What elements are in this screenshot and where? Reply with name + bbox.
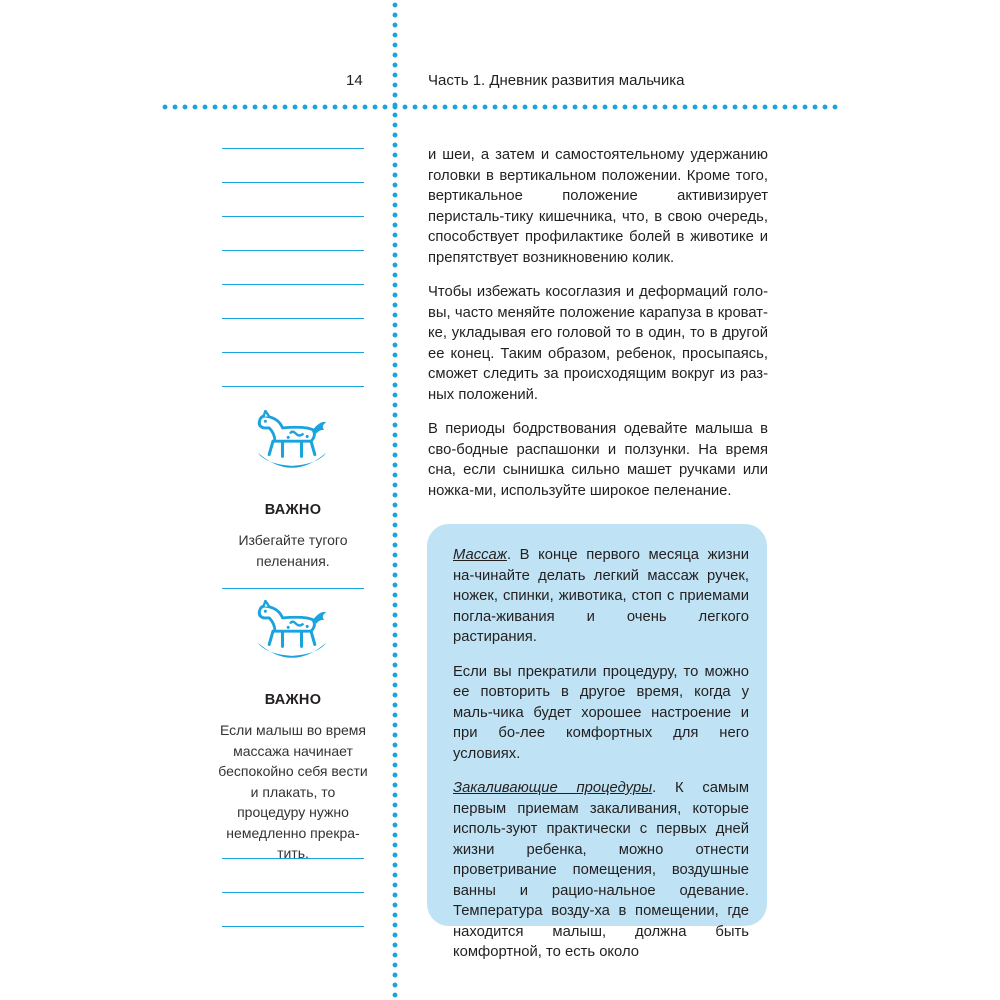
note-divider (222, 588, 364, 589)
note-text: Если малыш во время массажа начинает беспокойно себя вести и плакать, то процедуру нужно немедленно прекра-тить. (218, 722, 368, 861)
body-paragraph: В периоды бодрствования одевайте малыша в сво-бодные распашонки и ползунки. На время сна, если сынишка сильно машет ручками или ножка-ми, используйте широкое пеленание. (428, 421, 768, 499)
note-text: Избегайте тугого пеленания. (238, 532, 348, 569)
note-line (222, 182, 364, 183)
note-line (222, 892, 364, 893)
body-paragraph: Чтобы избежать косоглазия и деформаций голо-вы, часто меняйте положение карапуза в кроват-ке, укладывая его головой то в один, то в другой ее конец. Таким образом, ребенок, просыпаясь, сможет следить за происходящим вокруг из раз-ных положений. (428, 284, 768, 403)
note-line (222, 148, 364, 149)
note-title: ВАЖНО (264, 502, 322, 518)
note-line (222, 318, 364, 319)
hardening-text: . К самым первым приемам закаливания, которые исполь-зуют практически с первых дней жизни ребенка, можно отнести проветривание помещения, воздушные ванны и рацио-нальное одевание. Температура возду-ха в помещении, где находится малыш, должна быть комфортной, то есть около (453, 780, 749, 960)
page-number: 14 (346, 72, 363, 89)
note-line (222, 926, 364, 927)
rocking-horse-icon (254, 410, 330, 480)
hardening-heading: Закаливающие процедуры (453, 780, 653, 796)
note-line (222, 284, 364, 285)
note-title: ВАЖНО (264, 692, 322, 708)
info-box-text (453, 545, 749, 963)
note-line (222, 352, 364, 353)
horizontal-dotted-guide (160, 104, 842, 110)
note-line (222, 250, 364, 251)
massage-paragraph (453, 545, 749, 648)
running-head: Часть 1. Дневник развития мальчика (428, 72, 685, 89)
repeat-paragraph: Если вы прекратили процедуру, то можно ее повторить в другое время, когда у маль-чика будет хорошее настроение и при бо-лее комфортных для него условиях. (453, 663, 749, 762)
vertical-dotted-guide (392, 0, 398, 1000)
note-line (222, 858, 364, 859)
massage-text: . В конце первого месяца жизни на-чинайте делать легкий массаж ручек, ножек, спинки, животика, стоп с приемами погла-живания и очень легкого растирания. (453, 547, 749, 645)
massage-heading: Массаж (453, 547, 507, 563)
note-line (222, 386, 364, 387)
rocking-horse-icon (254, 600, 330, 670)
note-line (222, 216, 364, 217)
body-paragraph: и шеи, а затем и самостоятельному удержанию головки в вертикальном положении. Кроме того, вертикальное положение активизирует перисталь-тику кишечника, что, в свою очередь, способствует профилактике болей в животике и препятствует возникновению колик. (428, 147, 768, 266)
hardening-paragraph (453, 778, 749, 963)
main-text (428, 145, 768, 501)
